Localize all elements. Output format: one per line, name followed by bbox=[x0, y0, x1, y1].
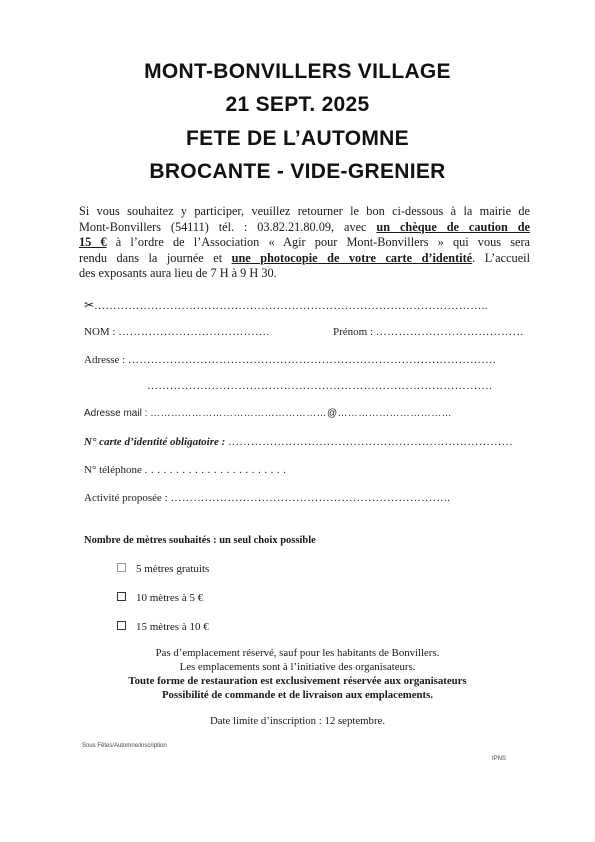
intro-line-1: Si vous souhaitez y participer, veuillez retourner le bon ci-dessous à la mairie de bbox=[79, 204, 530, 218]
title-village: MONT-BONVILLERS VILLAGE bbox=[144, 60, 451, 83]
prenom-field[interactable] bbox=[333, 326, 524, 338]
activity-field[interactable] bbox=[84, 492, 450, 504]
adresse-field-line2[interactable] bbox=[147, 380, 492, 392]
intro-line-5: des exposants aura lieu de 7 H à 9 H 30. bbox=[79, 266, 277, 280]
nom-label: NOM : bbox=[84, 326, 119, 338]
mail-dots-domain: …………………………… bbox=[337, 408, 452, 419]
title-event: FETE DE L’AUTOMNE bbox=[186, 127, 409, 150]
note-no-reservation: Pas d’emplacement réservé, sauf pour les habitants de Bonvillers. bbox=[155, 647, 440, 659]
mail-field[interactable] bbox=[84, 408, 452, 419]
nom-field[interactable] bbox=[84, 326, 270, 338]
activity-label: Activité proposée : bbox=[84, 492, 171, 504]
note-organizers: Les emplacements sont à l’initiative des organisateurs. bbox=[179, 661, 416, 673]
scissors-icon: ✂ bbox=[84, 298, 95, 312]
note-catering: Toute forme de restauration est exclusivement réservée aux organisateurs bbox=[128, 675, 467, 687]
choice-15m[interactable] bbox=[117, 621, 209, 633]
intro-paragraph bbox=[79, 204, 530, 282]
choice-10m-label: 10 mètres à 5 € bbox=[136, 592, 204, 604]
id-card-highlight: une photocopie de votre carte d’identité bbox=[231, 250, 473, 265]
id-card-dots: ………………………………………………………………… bbox=[228, 436, 514, 448]
phone-dots: . . . . . . . . . . . . . . . . . . . . . . . bbox=[144, 464, 287, 476]
footer-path: Sous Fêtes/Automne/inscription bbox=[82, 743, 167, 749]
phone-label: N° téléphone bbox=[84, 464, 145, 476]
id-card-field[interactable] bbox=[84, 436, 513, 448]
intro-line-2 bbox=[79, 220, 530, 236]
intro-text: rendu dans la journée et bbox=[79, 250, 232, 265]
adresse-dots: ……………………………………………………………………………………. bbox=[128, 354, 496, 366]
intro-text: Mont-Bonvillers (54111) tél. : 03.82.21.80.09, avec bbox=[79, 219, 377, 234]
prenom-label: Prénom : bbox=[333, 326, 376, 338]
nom-dots: …………………………………. bbox=[118, 326, 270, 338]
adresse-dots-2: ………………………………………………………………………………. bbox=[147, 380, 493, 392]
caution-amount: 15 € bbox=[79, 235, 107, 249]
checkbox-5m[interactable] bbox=[117, 563, 126, 572]
footer-ipns: IPNS bbox=[492, 756, 507, 762]
choice-5m-label: 5 mètres gratuits bbox=[136, 563, 210, 575]
title-date: 21 SEPT. 2025 bbox=[225, 93, 370, 116]
intro-line-3 bbox=[79, 235, 530, 251]
note-delivery: Possibilité de commande et de livraison aux emplacements. bbox=[161, 689, 434, 701]
checkbox-15m[interactable] bbox=[117, 621, 126, 630]
choice-10m[interactable] bbox=[117, 592, 203, 604]
choice-5m[interactable] bbox=[117, 563, 209, 575]
cut-line bbox=[84, 298, 488, 312]
mail-dots-user: ……………………………………………@ bbox=[150, 408, 338, 419]
caution-highlight: un chèque de caution de bbox=[376, 219, 531, 234]
deadline-note: Date limite d’inscription : 12 septembre. bbox=[209, 715, 386, 727]
intro-text: . L’accueil bbox=[472, 250, 530, 265]
mail-label: Adresse mail : bbox=[84, 408, 151, 419]
intro-text: à l’ordre de l’Association « Agir pour Mont-Bonvillers » qui vous sera bbox=[106, 235, 530, 249]
prenom-dots: ………………………………… bbox=[375, 326, 524, 338]
choice-15m-label: 15 mètres à 10 € bbox=[136, 621, 209, 633]
id-card-label: N° carte d’identité obligatoire : bbox=[84, 436, 229, 448]
intro-line-4 bbox=[79, 251, 530, 267]
adresse-label: Adresse : bbox=[84, 354, 128, 366]
title-brocante: BROCANTE - VIDE-GRENIER bbox=[149, 160, 446, 183]
phone-field[interactable] bbox=[84, 464, 286, 476]
meters-heading: Nombre de mètres souhaités : un seul choix possible bbox=[84, 535, 316, 546]
cut-dots: ………………………………………………………………………………………….. bbox=[94, 300, 488, 312]
activity-dots: ……………………………………………………………….. bbox=[170, 492, 451, 504]
checkbox-10m[interactable] bbox=[117, 592, 126, 601]
adresse-field[interactable] bbox=[84, 354, 496, 366]
